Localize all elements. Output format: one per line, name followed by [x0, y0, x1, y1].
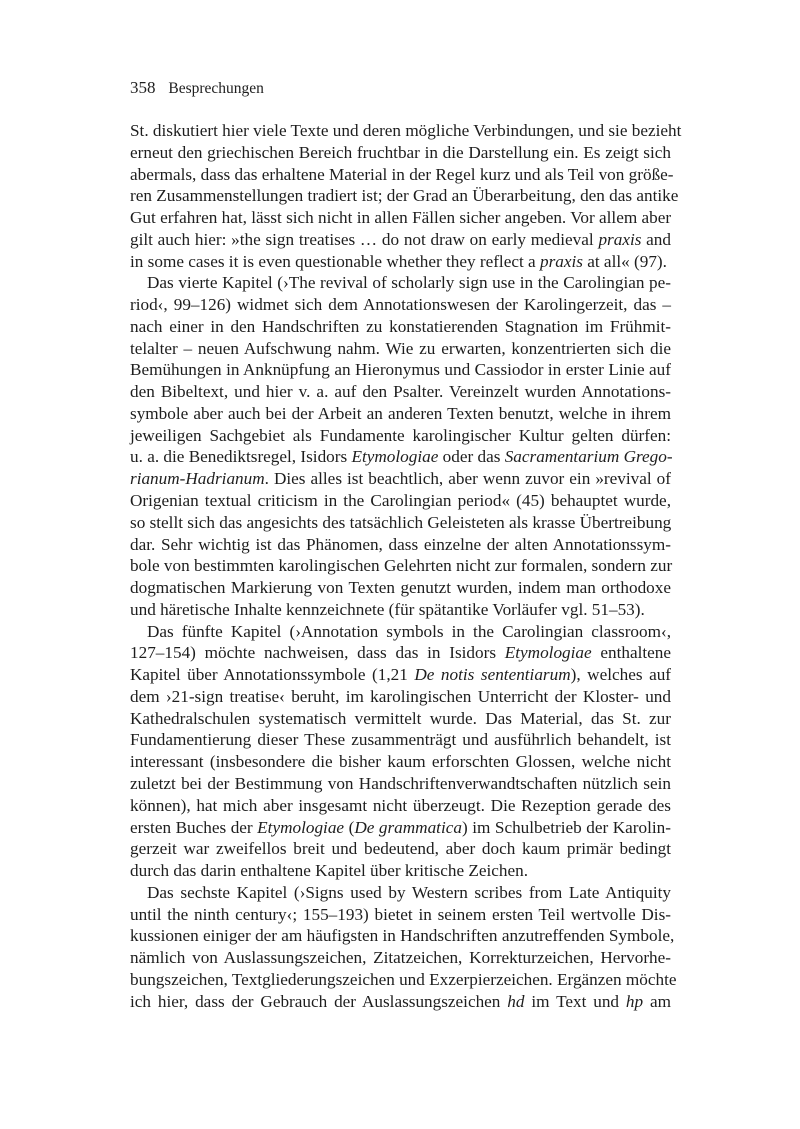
text-run: symbole aber auch bei der Arbeit an anderen Texten benutzt, welche in ihrem	[130, 403, 671, 423]
text-run: können), hat mich aber insgesamt nicht überzeugt. Die Rezeption gerade des	[130, 795, 671, 815]
text-run: ) im Schulbetrieb der Karolin-	[461, 817, 671, 837]
italic-text: praxis	[598, 229, 642, 249]
text-run: dogmatischen Markierung von Texten genutzt wurden, indem man orthodoxe	[130, 578, 671, 598]
text-run: und häretische Inhalte kennzeichnete (für spätantike Vorläufer vgl. 51–53).	[130, 599, 645, 619]
text-run: so stellt sich das angesichts des tatsächlich Geleisteten als krasse Übertreibung	[130, 512, 672, 532]
text-run: durch das darin enthaltene Kapitel über kritische Zeichen.	[130, 861, 529, 881]
text-run: kussionen einiger der am häufigsten in Handschriften anzutreffenden Symbole,	[130, 926, 675, 946]
text-run: ich hier, dass der Gebrauch der Auslassungszeichen	[130, 991, 508, 1011]
italic-text: De grammatica	[354, 817, 462, 837]
text-line	[130, 359, 671, 381]
text-run: St. diskutiert hier viele Texte und deren mögliche Verbindungen, und sie bezieht	[130, 121, 682, 140]
text-run: nämlich von Auslassungszeichen, Zitatzeichen, Korrekturzeichen, Hervorhe-	[130, 948, 671, 968]
section-title: Besprechungen	[168, 80, 264, 97]
text-line	[130, 599, 671, 621]
text-line	[130, 708, 671, 730]
text-line	[130, 947, 671, 969]
italic-text: hd	[507, 991, 525, 1011]
text-line	[130, 512, 671, 534]
text-run: riod‹, 99–126) widmet sich dem Annotationswesen der Karolingerzeit, das –	[130, 295, 671, 315]
text-line	[130, 577, 671, 599]
text-run: until the ninth century‹; 155–193) bietet in seinem ersten Teil wertvolle Dis-	[130, 904, 671, 924]
text-line	[130, 686, 671, 708]
text-line	[130, 729, 671, 751]
text-run: Kapitel über Annotationssymbole (1,21	[130, 665, 415, 685]
text-line	[130, 316, 671, 338]
italic-text: Etymologiae	[351, 447, 439, 467]
text-line	[130, 817, 671, 839]
text-line	[130, 838, 671, 860]
paragraph	[130, 120, 682, 272]
text-line	[130, 185, 679, 207]
text-run: dar. Sehr wichtig ist das Phänomen, dass einzelne der alten Annotationssym-	[130, 534, 671, 554]
text-run: am	[643, 991, 671, 1011]
italic-text: De notis sententiarum	[414, 665, 571, 685]
running-head	[130, 78, 264, 99]
text-run: bole von bestimmten karolingischen Gelehrten nicht zur formalen, sondern zur	[130, 556, 673, 576]
text-run: and	[641, 229, 671, 249]
text-run: . Dies alles ist beachtlich, aber wenn zuvor ein »revival of	[264, 469, 671, 489]
paragraph	[130, 621, 671, 882]
text-line	[130, 294, 671, 316]
text-line	[130, 642, 671, 664]
text-run: den Bibeltext, und hier v. a. auf den Psalter. Vereinzelt wurden Annotations-	[130, 382, 671, 402]
text-run: Fundamentierung dieser These zusammenträgt und ausführlich behandelt, ist	[130, 730, 671, 750]
text-run: zuletzt bei der Bestimmung von Handschriftenverwandtschaften nützlich sein	[130, 773, 671, 793]
text-line	[130, 882, 671, 904]
text-run: Origenian textual criticism in the Carolingian period« (45) behauptet wurde,	[130, 491, 671, 511]
text-line	[130, 338, 671, 360]
italic-text: Etymologiae	[257, 817, 345, 837]
text-line	[130, 120, 682, 142]
text-line	[130, 207, 671, 229]
text-line	[130, 860, 671, 882]
text-line	[130, 904, 671, 926]
text-run: im Text und	[524, 991, 626, 1011]
text-run: in some cases it is even questionable whether they reflect a	[130, 251, 540, 271]
text-line	[130, 229, 671, 251]
text-run: gerzeit war zweifellos breit und bedeutend, aber doch kaum primär bedingt	[130, 839, 671, 859]
text-run: (	[344, 817, 355, 837]
text-run: Kathedralschulen systematisch vermittelt wurde. Das Material, das St. zur	[130, 708, 671, 728]
italic-text: hp	[625, 991, 644, 1011]
italic-text: praxis	[539, 251, 583, 271]
text-run: dem ›21-sign treatise‹ beruht, im karolingischen Unterricht der Kloster- und	[130, 686, 671, 706]
text-run: ersten Buches der	[130, 817, 258, 837]
text-run: Das vierte Kapitel (›The revival of scholarly sign use in the Carolingian pe-	[147, 273, 671, 293]
text-line	[130, 534, 671, 556]
text-run: ren Zusammenstellungen tradiert ist; der Grad an Überarbeitung, den das antike	[130, 186, 679, 206]
italic-text: rianum-Hadrianum	[130, 469, 265, 489]
text-line	[130, 251, 671, 273]
text-line	[130, 969, 677, 991]
text-run: telalter – neuen Aufschwung nahm. Wie zu erwarten, konzentrierten sich die	[130, 338, 671, 358]
paragraph	[130, 272, 671, 620]
text-run: erneut den griechischen Bereich fruchtbar in die Darstellung ein. Es zeigt sich	[130, 142, 671, 162]
text-line	[130, 490, 671, 512]
text-line	[130, 272, 671, 294]
text-line	[130, 142, 671, 164]
text-line	[130, 403, 671, 425]
text-run: Gut erfahren hat, lässt sich nicht in allen Fällen sicher angeben. Vor allem aber	[130, 208, 672, 228]
text-line	[130, 795, 671, 817]
text-run: oder das	[438, 447, 505, 467]
text-run: nach einer in den Handschriften zu konstatierenden Stagnation im Frühmit-	[130, 316, 671, 336]
italic-text: Sacramentarium Grego-	[504, 447, 673, 467]
text-run: jeweiligen Sachgebiet als Fundamente karolingischer Kultur gelten dürfen:	[130, 425, 671, 445]
text-line	[130, 751, 671, 773]
italic-text: Etymologiae	[504, 643, 592, 663]
text-run: Das fünfte Kapitel (›Annotation symbols in the Carolingian classroom‹,	[147, 621, 671, 641]
text-run: abermals, dass das erhaltene Material in der Regel kurz und als Teil von größe-	[130, 164, 674, 184]
text-line	[130, 446, 671, 468]
text-line	[130, 773, 671, 795]
page-number: 358	[130, 78, 156, 97]
text-run: 127–154) möchte nachweisen, dass das in Isidors	[130, 643, 505, 663]
text-line	[130, 555, 671, 577]
body-text	[130, 120, 682, 1012]
text-run: Das sechste Kapitel (›Signs used by Western scribes from Late Antiquity	[147, 882, 671, 902]
text-line	[130, 664, 671, 686]
text-line	[130, 164, 674, 186]
text-run: interessant (insbesondere die bisher kaum erforschten Glossen, welche nicht	[130, 752, 671, 772]
text-line	[130, 468, 671, 490]
text-run: u. a. die Benediktsregel, Isidors	[130, 447, 352, 467]
text-run: ), welches auf	[570, 665, 672, 685]
text-run: at all« (97).	[582, 251, 667, 271]
text-run: Bemühungen in Anknüpfung an Hieronymus und Cassiodor in erster Linie auf	[130, 360, 671, 380]
text-line	[130, 381, 671, 403]
text-line	[130, 621, 671, 643]
text-line	[130, 425, 671, 447]
text-run: gilt auch hier: »the sign treatises … do not draw on early medieval	[130, 229, 599, 249]
text-run: enthaltene	[591, 643, 671, 663]
text-line	[130, 925, 675, 947]
paragraph	[130, 882, 677, 1013]
text-line	[130, 991, 671, 1013]
text-run: bungszeichen, Textgliederungszeichen und Exzerpierzeichen. Ergänzen möchte	[130, 969, 677, 989]
